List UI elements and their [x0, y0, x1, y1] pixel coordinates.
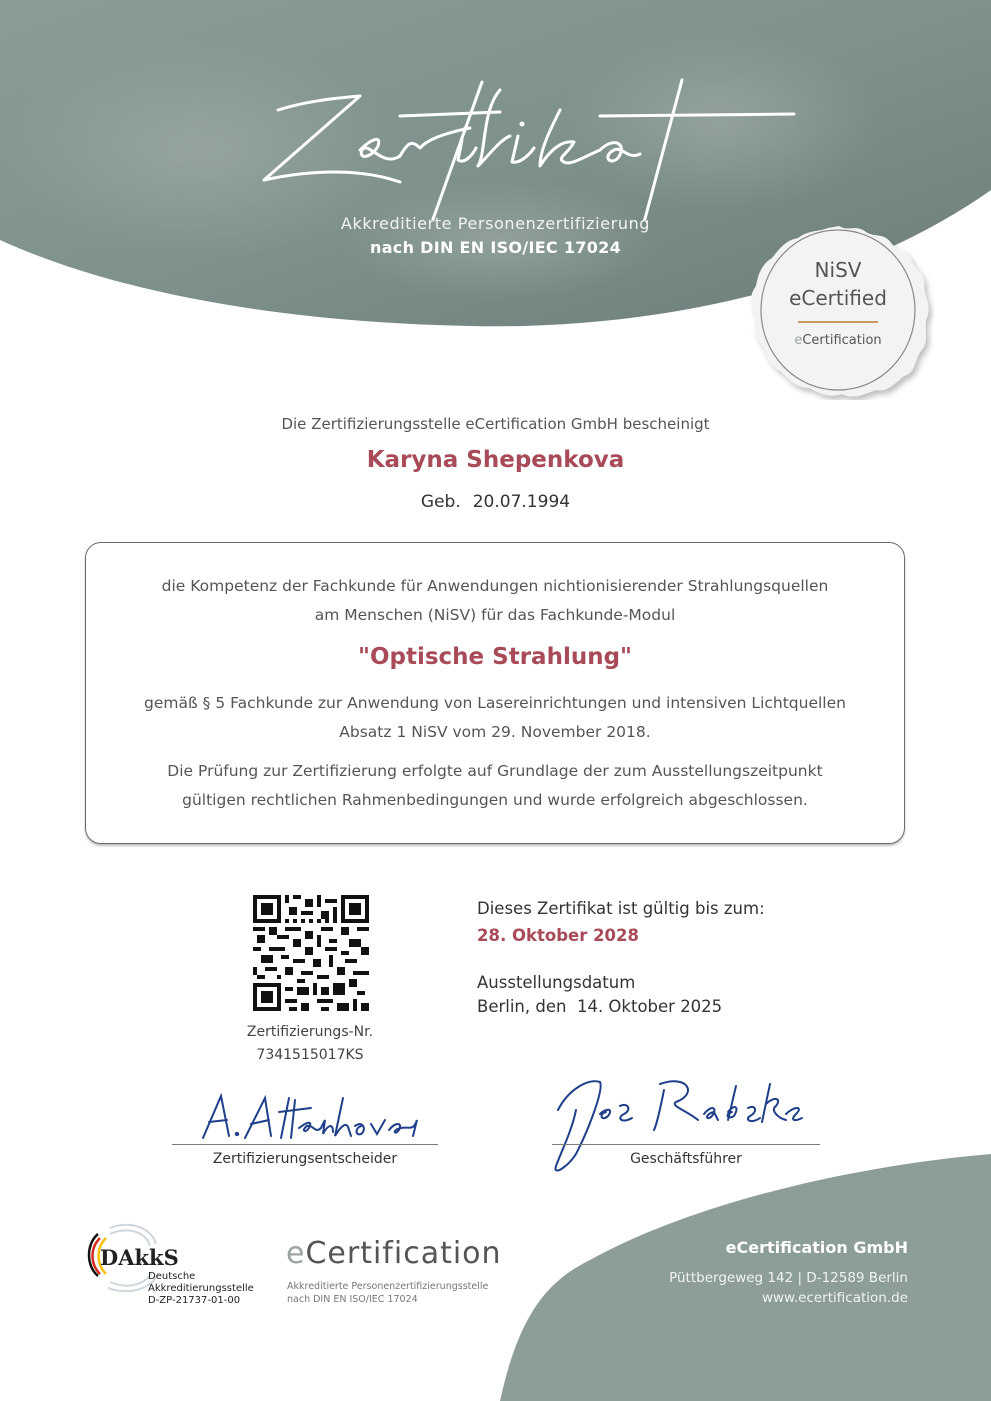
seal-brand-e: e — [794, 333, 803, 348]
header-subtitle-line2: nach DIN EN ISO/IEC 17024 — [370, 238, 621, 257]
valid-until-label: Dieses Zertifikat ist gültig bis zum: — [477, 899, 765, 918]
competence-line6: gültigen rechtlichen Rahmenbedingungen und wurde erfolgreich abgeschlossen. — [182, 791, 808, 809]
signature-altenhoevel — [195, 1090, 435, 1145]
signature-role-2: Geschäftsführer — [630, 1151, 742, 1167]
seal-brand — [744, 333, 932, 348]
cert-number: 7341515017KS — [256, 1047, 364, 1063]
recipient-dob — [0, 492, 991, 512]
competence-line4: Absatz 1 NiSV vom 29. November 2018. — [339, 723, 651, 741]
dob-label: Geb. — [420, 492, 461, 512]
valid-until-date: 28. Oktober 2028 — [477, 926, 640, 945]
recipient-name: Karyna Shepenkova — [366, 447, 625, 473]
footer-company-name: eCertification GmbH — [725, 1238, 908, 1257]
dakks-line2: Akkreditierungsstelle — [148, 1283, 254, 1294]
ecert-logo-rest: Certification — [305, 1236, 502, 1271]
signature-line-2 — [552, 1144, 820, 1145]
seal-brand-rest: Certification — [802, 333, 882, 348]
nisv-seal-badge — [744, 222, 934, 400]
ecert-logo-sub1: Akkreditierte Personenzertifizierungsstelle — [287, 1281, 489, 1292]
issue-date-label: Ausstellungsdatum — [477, 973, 636, 992]
issue-date: Berlin, den 14. Oktober 2025 — [477, 997, 723, 1016]
signature-role-1: Zertifizierungsentscheider — [212, 1151, 398, 1167]
cert-number-label: Zertifizierungs-Nr. — [246, 1024, 374, 1040]
signature-line-1 — [172, 1144, 438, 1145]
footer-address: Püttbergeweg 142 | D-12589 Berlin — [669, 1270, 908, 1286]
title-script-zertifikat — [250, 70, 810, 220]
ecertification-logo — [286, 1236, 502, 1271]
footer-website-link[interactable]: www.ecertification.de — [761, 1290, 908, 1306]
ecert-logo-e: e — [286, 1236, 306, 1271]
competence-line1: die Kompetenz der Fachkunde für Anwendungen nichtionisierender Strahlungsquellen — [161, 577, 829, 595]
module-title: "Optische Strahlung" — [357, 644, 633, 670]
dob-value: 20.07.1994 — [472, 492, 571, 512]
header-subtitle-line1: Akkreditierte Personenzertifizierung — [340, 214, 651, 233]
competence-line2: am Menschen (NiSV) für das Fachkunde-Modul — [314, 606, 676, 624]
dakks-wordmark: DAkkS — [100, 1245, 179, 1270]
dakks-line1: Deutsche — [148, 1271, 196, 1282]
qr-code — [252, 895, 370, 1011]
seal-label-nisv: NiSV — [814, 258, 862, 282]
seal-divider — [798, 321, 878, 323]
ecert-logo-sub2: nach DIN EN ISO/IEC 17024 — [287, 1294, 418, 1305]
seal-label-ecertified: eCertified — [789, 286, 887, 310]
dakks-line3: D-ZP-21737-01-00 — [148, 1295, 241, 1306]
competence-line3: gemäß § 5 Fachkunde zur Anwendung von Lasereinrichtungen und intensiven Lichtquellen — [144, 694, 846, 712]
issuer-statement: Die Zertifizierungsstelle eCertification GmbH bescheinigt — [281, 415, 710, 433]
competence-line5: Die Prüfung zur Zertifizierung erfolgte auf Grundlage der zum Ausstellungszeitpunkt — [167, 762, 823, 780]
